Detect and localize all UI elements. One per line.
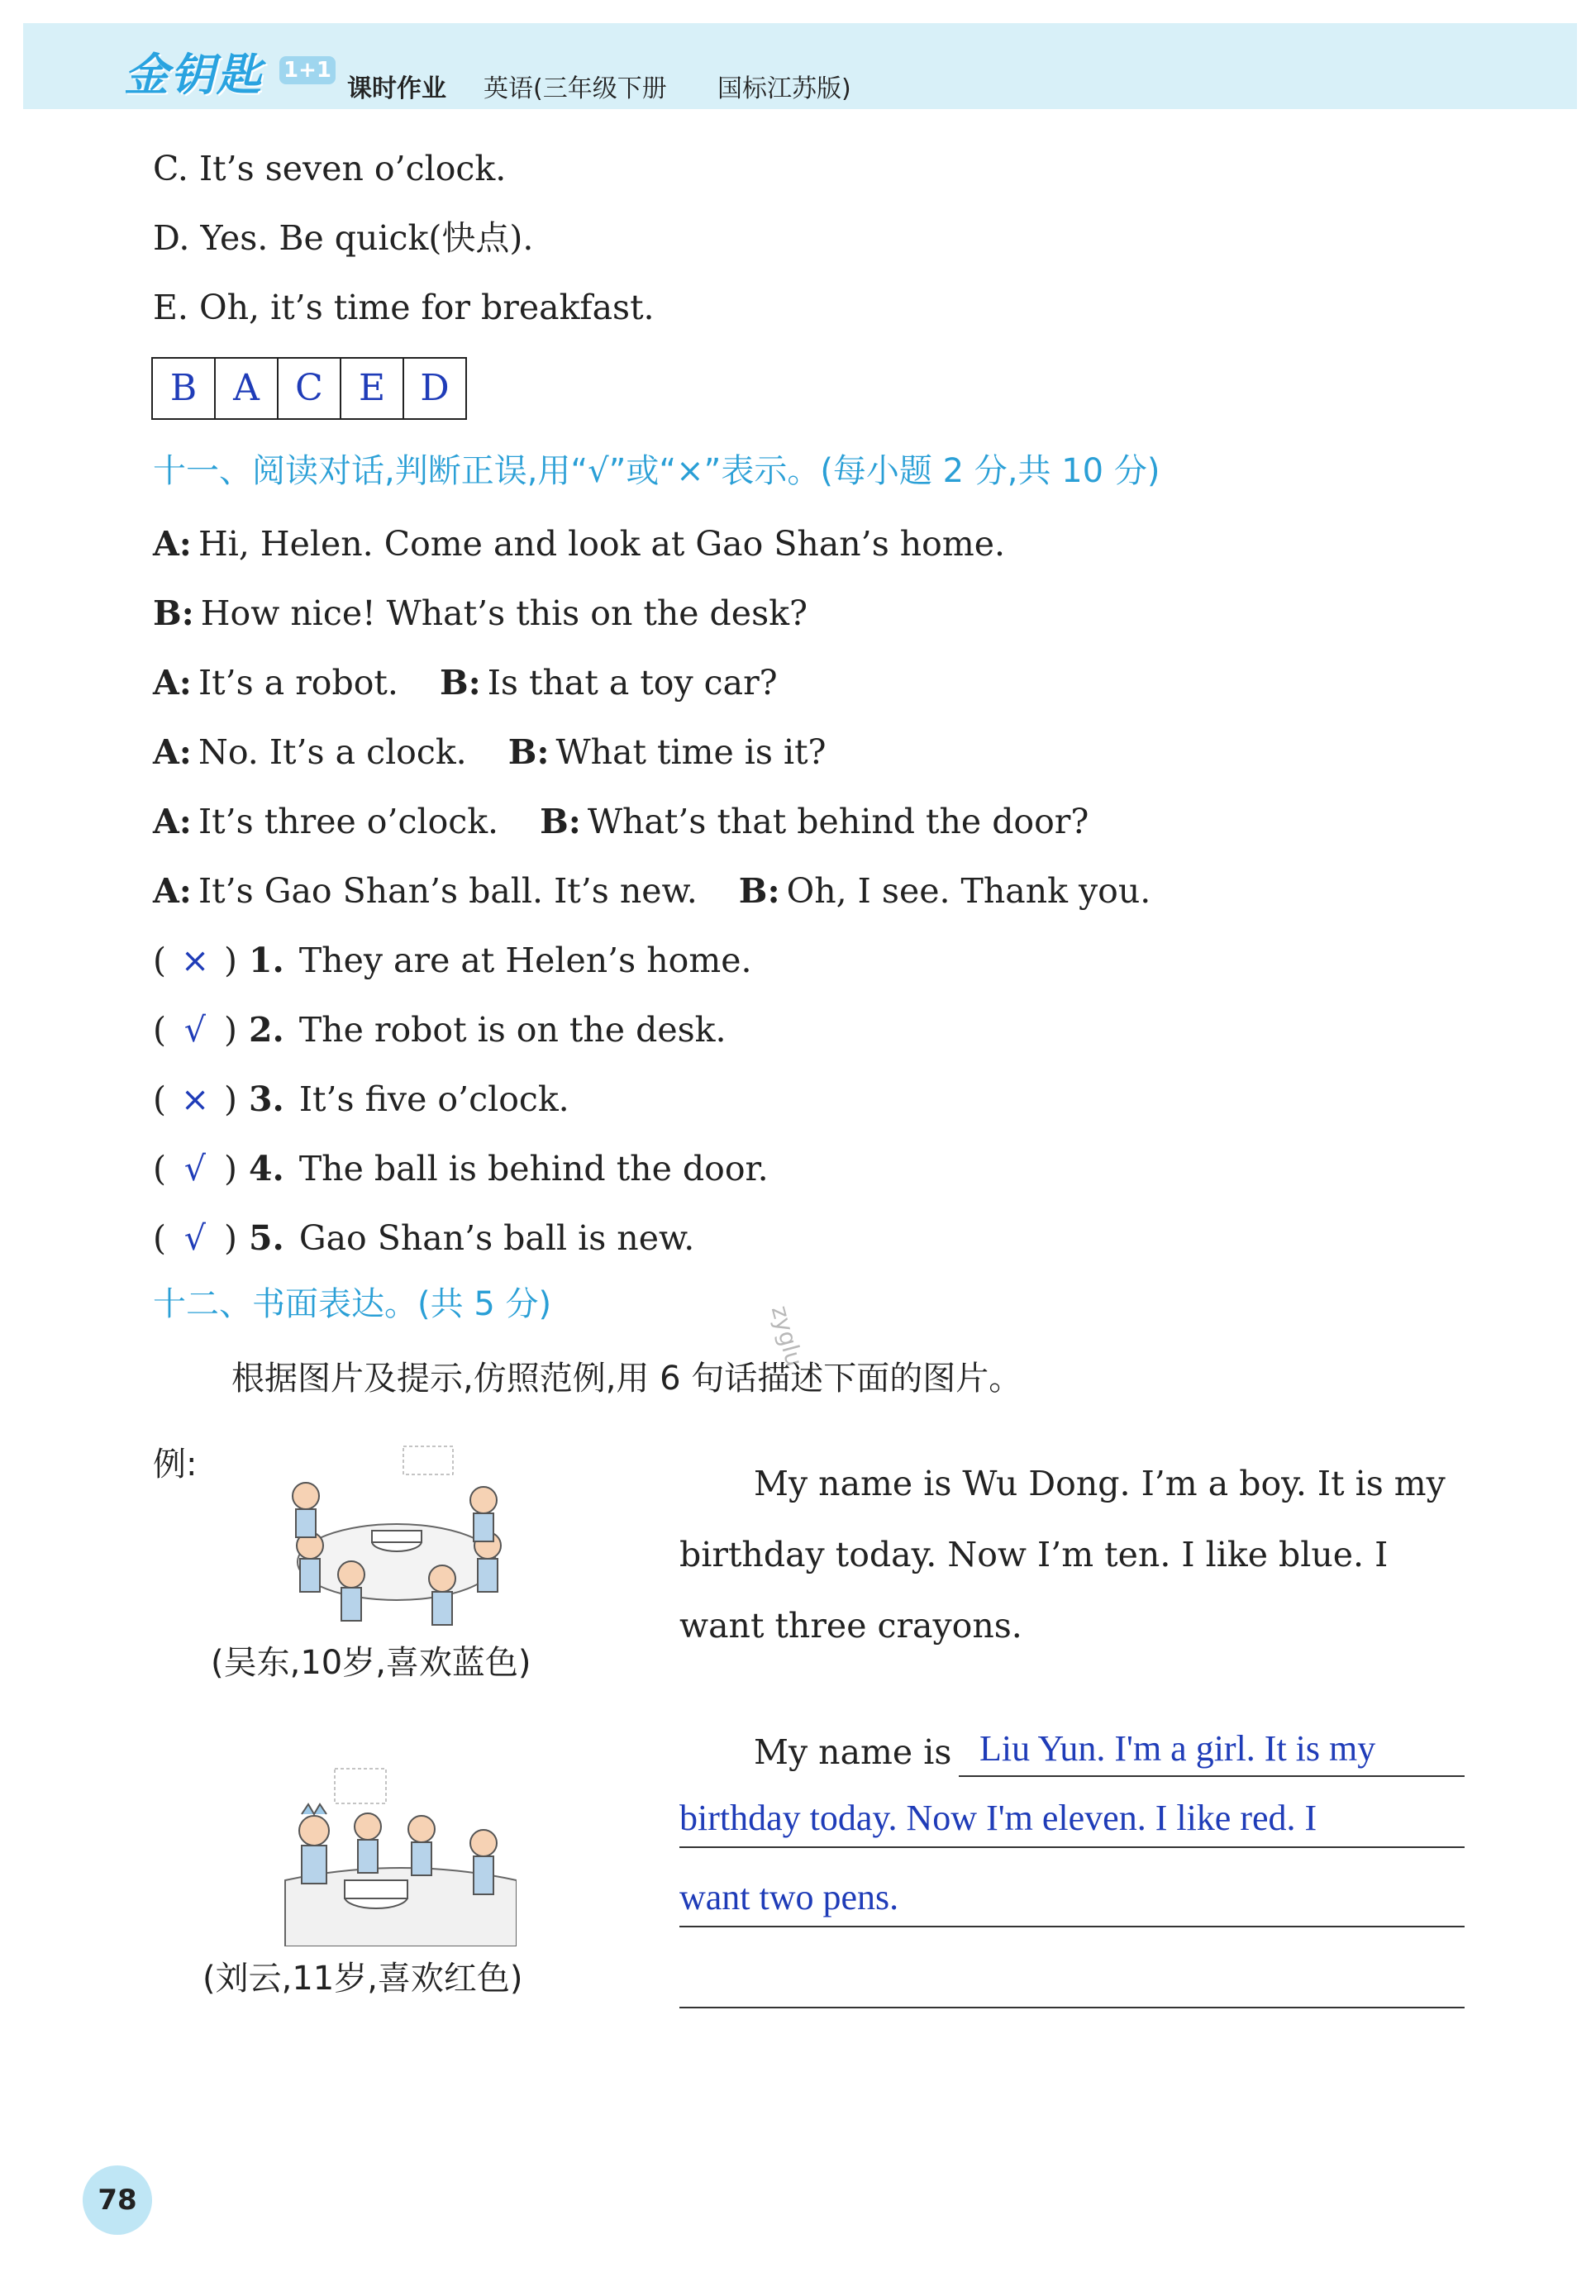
writing-line (679, 1846, 1465, 1848)
option-c: C. It’s seven o’clock. (153, 149, 507, 188)
dialogue-line (153, 869, 1151, 912)
writing-line (679, 2007, 1465, 2008)
dialogue-text: How nice! What’s this on the desk? (200, 593, 808, 633)
speaker: B: (507, 732, 550, 772)
judgment-text: The robot is on the desk. (298, 1010, 727, 1050)
writing-line (959, 1775, 1465, 1777)
edition-title: 国标江苏版) (717, 74, 851, 103)
judgment-text: Gao Shan’s ball is new. (298, 1218, 695, 1258)
speaker: B: (439, 663, 481, 703)
example-caption: (吴东,10岁,喜欢蓝色) (211, 1644, 531, 1682)
judgment-item: ( √ ) 4. The ball is behind the door. (153, 1149, 769, 1188)
watermark: zyglu (765, 1303, 808, 1370)
dialogue-text: What’s that behind the door? (587, 802, 1089, 841)
speaker: A: (153, 802, 192, 841)
writing-line (679, 1926, 1465, 1927)
judgment-mark: √ (183, 1149, 207, 1188)
dialogue-text: It’s a robot. (198, 663, 398, 703)
dialogue-line (153, 800, 1089, 843)
judgment-number: 3. (249, 1079, 284, 1119)
answer-box (151, 357, 467, 420)
speaker: B: (540, 802, 581, 841)
judgment-number: 5. (249, 1218, 284, 1258)
dialogue-line (153, 522, 1005, 565)
judgment-item: ( × ) 1. They are at Helen’s home. (153, 941, 752, 980)
example-paragraph (679, 1448, 1465, 1661)
answer-cell: B (153, 359, 216, 418)
logo-badge: 1+1 (279, 56, 336, 84)
judgment-mark: × (180, 1079, 210, 1119)
judgment-number: 1. (249, 941, 284, 980)
judgment-text: They are at Helen’s home. (298, 941, 752, 980)
judgment-text: The ball is behind the door. (298, 1149, 769, 1188)
girl-birthday-illustration (277, 1765, 517, 1946)
dialogue-text: It’s three o’clock. (198, 802, 499, 841)
dialogue-text: It’s Gao Shan’s ball. It’s new. (198, 871, 698, 911)
birthday-party-illustration (273, 1438, 521, 1628)
example-label: 例: (153, 1446, 198, 1484)
speaker: A: (153, 663, 192, 703)
page-number: 78 (83, 2165, 152, 2235)
task-prefix: My name is (754, 1732, 952, 1772)
judgment-text: It’s five o’clock. (298, 1079, 569, 1119)
judgment-number: 4. (249, 1149, 284, 1188)
answer-line-3: want two pens. (679, 1877, 899, 1917)
speaker: B: (738, 871, 780, 911)
option-e: E. Oh, it’s time for breakfast. (153, 288, 655, 327)
judgment-mark: × (180, 941, 210, 980)
answer-line-2: birthday today. Now I'm eleven. I like red. I (679, 1798, 1317, 1838)
judgment-item: ( √ ) 2. The robot is on the desk. (153, 1010, 727, 1050)
dialogue-text: Hi, Helen. Come and look at Gao Shan’s home. (198, 524, 1006, 564)
speaker: A: (153, 871, 192, 911)
dialogue-text: No. It’s a clock. (198, 732, 467, 772)
writing-instruction: 根据图片及提示,仿照范例,用 6 句话描述下面的图片。 (231, 1360, 1022, 1398)
series-title: 课时作业 (347, 74, 446, 103)
brand-logo: 金钥匙 (124, 49, 263, 101)
answer-cell: C (279, 359, 341, 418)
speaker: A: (153, 732, 192, 772)
judgment-item: ( × ) 3. It’s five o’clock. (153, 1079, 569, 1119)
option-d: D. Yes. Be quick(快点). (153, 218, 534, 258)
answer-cell: E (341, 359, 404, 418)
answer-cell: D (420, 367, 450, 409)
judgment-number: 2. (249, 1010, 284, 1050)
judgment-mark: √ (183, 1218, 207, 1258)
dialogue-line (153, 731, 827, 774)
dialogue-text: Oh, I see. Thank you. (786, 871, 1151, 911)
speaker: A: (153, 524, 192, 564)
judgment-item: ( √ ) 5. Gao Shan’s ball is new. (153, 1218, 695, 1258)
speaker: B: (153, 593, 194, 633)
subject-title: 英语(三年级下册 (484, 74, 667, 103)
dialogue-line (153, 592, 808, 635)
dialogue-text: Is that a toy car? (487, 663, 778, 703)
section-12-title: 十二、书面表达。(共 5 分) (153, 1285, 552, 1323)
task-caption: (刘云,11岁,喜欢红色) (202, 1960, 523, 1998)
judgment-mark: √ (183, 1010, 207, 1050)
answer-cell: A (216, 359, 279, 418)
dialogue-line (153, 661, 778, 704)
answer-line-1: Liu Yun. I'm a girl. It is my (979, 1728, 1376, 1769)
dialogue-text: What time is it? (555, 732, 827, 772)
section-11-title: 十一、阅读对话,判断正误,用“√”或“×”表示。(每小题 2 分,共 10 分) (153, 452, 1160, 490)
example-text: My name is Wu Dong. I’m a boy. It is my birthday today. Now I’m ten. I like blue. I want three crayons. (679, 1464, 1446, 1646)
